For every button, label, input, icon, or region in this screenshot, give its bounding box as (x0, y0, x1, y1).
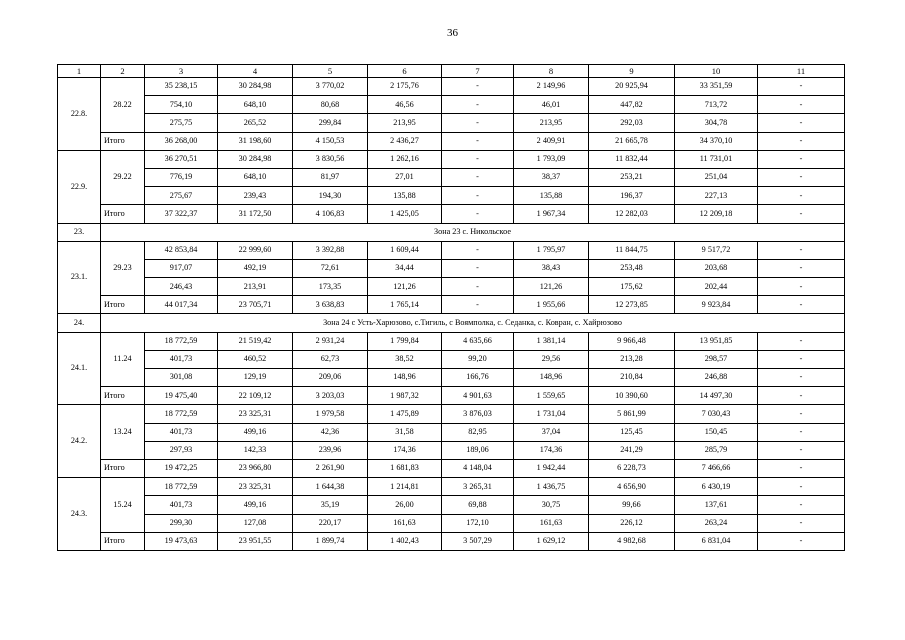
zone-row (58, 223, 845, 241)
total-cell: 31 172,50 (218, 205, 293, 223)
table-row (58, 78, 845, 96)
table-cell: 29,56 (514, 350, 589, 368)
total-cell: 7 466,66 (675, 459, 758, 477)
table-cell: 37,04 (514, 423, 589, 441)
table-cell: 1 475,89 (368, 405, 442, 423)
total-cell: 9 923,84 (675, 296, 758, 314)
table-cell: - (442, 150, 514, 168)
total-label: Итого (101, 532, 145, 550)
item-number: 24.1. (58, 332, 101, 405)
column-header: 9 (589, 65, 675, 78)
table-cell: 210,84 (589, 369, 675, 387)
table-row (58, 150, 845, 168)
total-cell: 6 831,04 (675, 532, 758, 550)
table-cell: 776,19 (145, 168, 218, 186)
total-cell: 21 665,78 (589, 132, 675, 150)
table-cell: 299,30 (145, 514, 218, 532)
table-cell: - (758, 150, 845, 168)
table-cell: 253,48 (589, 259, 675, 277)
table-cell: 301,08 (145, 369, 218, 387)
table-cell: - (758, 441, 845, 459)
total-cell: 23 705,71 (218, 296, 293, 314)
table-cell: - (442, 78, 514, 96)
item-code: 29.23 (101, 241, 145, 296)
table-cell: 46,56 (368, 96, 442, 114)
table-cell: 135,88 (368, 187, 442, 205)
table-cell: 30 284,98 (218, 78, 293, 96)
total-cell: 22 109,12 (218, 387, 293, 405)
table-cell: - (758, 332, 845, 350)
table-cell: 20 925,94 (589, 78, 675, 96)
total-cell: 10 390,60 (589, 387, 675, 405)
table-cell: 7 030,43 (675, 405, 758, 423)
table-cell: - (758, 187, 845, 205)
table-cell: 265,52 (218, 114, 293, 132)
table-cell: - (758, 114, 845, 132)
table-cell: 38,43 (514, 259, 589, 277)
column-header: 2 (101, 65, 145, 78)
table-cell: - (758, 241, 845, 259)
total-cell: 19 475,40 (145, 387, 218, 405)
table-cell: 1 262,16 (368, 150, 442, 168)
total-cell: - (758, 296, 845, 314)
total-cell: 1 402,43 (368, 532, 442, 550)
table-cell: 173,35 (293, 278, 368, 296)
table-cell: 148,96 (514, 369, 589, 387)
table-cell: - (758, 478, 845, 496)
total-label: Итого (101, 132, 145, 150)
table-cell: 36 270,51 (145, 150, 218, 168)
total-cell: 12 273,85 (589, 296, 675, 314)
table-cell: 121,26 (514, 278, 589, 296)
column-header: 1 (58, 65, 101, 78)
table-cell: 161,63 (514, 514, 589, 532)
table-cell: - (758, 259, 845, 277)
table-cell: 142,33 (218, 441, 293, 459)
table-cell: 9 517,72 (675, 241, 758, 259)
table-row (58, 514, 845, 532)
total-cell: 23 966,80 (218, 459, 293, 477)
column-header: 5 (293, 65, 368, 78)
table-cell: 3 830,56 (293, 150, 368, 168)
total-label: Итого (101, 387, 145, 405)
table-cell: 1 609,44 (368, 241, 442, 259)
column-header: 4 (218, 65, 293, 78)
table-cell: 3 392,88 (293, 241, 368, 259)
total-label: Итого (101, 459, 145, 477)
table-cell: 46,01 (514, 96, 589, 114)
table-row (58, 114, 845, 132)
table-cell: 82,95 (442, 423, 514, 441)
table-cell: - (442, 241, 514, 259)
total-cell: 1 681,83 (368, 459, 442, 477)
table-cell: 285,79 (675, 441, 758, 459)
table-cell: 246,88 (675, 369, 758, 387)
table-cell: 3 770,02 (293, 78, 368, 96)
total-cell: 1 559,65 (514, 387, 589, 405)
table-cell: 4 635,66 (442, 332, 514, 350)
total-cell: 34 370,10 (675, 132, 758, 150)
table-cell: 35,19 (293, 496, 368, 514)
total-cell: - (758, 205, 845, 223)
zone-number: 24. (58, 314, 101, 332)
table-row (58, 423, 845, 441)
total-row (58, 205, 845, 223)
total-cell: - (442, 132, 514, 150)
table-cell: 263,24 (675, 514, 758, 532)
table-cell: 1 799,84 (368, 332, 442, 350)
table-cell: - (758, 278, 845, 296)
table-cell: 174,36 (368, 441, 442, 459)
table-cell: 22 999,60 (218, 241, 293, 259)
table-cell: 304,78 (675, 114, 758, 132)
table-cell: 9 966,48 (589, 332, 675, 350)
table-cell: 4 656,90 (589, 478, 675, 496)
item-code: 28.22 (101, 78, 145, 133)
table-cell: 220,17 (293, 514, 368, 532)
table-cell: 137,61 (675, 496, 758, 514)
total-cell: 3 638,83 (293, 296, 368, 314)
table-cell: 275,67 (145, 187, 218, 205)
table-cell: 226,12 (589, 514, 675, 532)
table-cell: - (758, 496, 845, 514)
table-cell: 213,91 (218, 278, 293, 296)
total-cell: 1 765,14 (368, 296, 442, 314)
table-cell: 23 325,31 (218, 478, 293, 496)
table-row (58, 441, 845, 459)
total-label: Итого (101, 205, 145, 223)
total-row (58, 296, 845, 314)
table-cell: 80,68 (293, 96, 368, 114)
table-cell: - (758, 405, 845, 423)
table-cell: 447,82 (589, 96, 675, 114)
table-cell: 299,84 (293, 114, 368, 132)
total-cell: 12 209,18 (675, 205, 758, 223)
total-row (58, 132, 845, 150)
table-cell: 2 175,76 (368, 78, 442, 96)
total-cell: 4 982,68 (589, 532, 675, 550)
table-row (58, 405, 845, 423)
total-cell: - (758, 387, 845, 405)
table-cell: 35 238,15 (145, 78, 218, 96)
table-cell: - (758, 369, 845, 387)
table-cell: 298,57 (675, 350, 758, 368)
table-cell: - (758, 423, 845, 441)
table-cell: 30,75 (514, 496, 589, 514)
table-cell: 72,61 (293, 259, 368, 277)
total-cell: 4 106,83 (293, 205, 368, 223)
table-cell: 11 844,75 (589, 241, 675, 259)
item-code: 13.24 (101, 405, 145, 460)
total-cell: 37 322,37 (145, 205, 218, 223)
table-cell: 648,10 (218, 168, 293, 186)
table-cell: 251,04 (675, 168, 758, 186)
total-cell: 1 629,12 (514, 532, 589, 550)
total-cell: 12 282,03 (589, 205, 675, 223)
total-cell: - (758, 532, 845, 550)
total-cell: 1 967,34 (514, 205, 589, 223)
total-cell: 1 942,44 (514, 459, 589, 477)
table-cell: 401,73 (145, 496, 218, 514)
column-header: 8 (514, 65, 589, 78)
table-cell: - (442, 278, 514, 296)
total-row (58, 459, 845, 477)
table-cell: 2 149,96 (514, 78, 589, 96)
table-cell: 499,16 (218, 496, 293, 514)
table-cell: 917,07 (145, 259, 218, 277)
total-cell: 3 507,29 (442, 532, 514, 550)
table-cell: 21 519,42 (218, 332, 293, 350)
table-cell: 127,08 (218, 514, 293, 532)
table-row (58, 496, 845, 514)
table-cell: 175,62 (589, 278, 675, 296)
tariff-table (57, 64, 845, 551)
total-cell: 4 901,63 (442, 387, 514, 405)
table-cell: 42,36 (293, 423, 368, 441)
total-cell: 2 409,91 (514, 132, 589, 150)
table-row (58, 241, 845, 259)
table-cell: - (758, 514, 845, 532)
table-cell: - (442, 187, 514, 205)
table-cell: - (442, 114, 514, 132)
table-cell: 253,21 (589, 168, 675, 186)
table-cell: 6 430,19 (675, 478, 758, 496)
column-header: 10 (675, 65, 758, 78)
table-cell: 18 772,59 (145, 478, 218, 496)
table-cell: 492,19 (218, 259, 293, 277)
table-cell: 81,97 (293, 168, 368, 186)
table-cell: 11 731,01 (675, 150, 758, 168)
column-header: 7 (442, 65, 514, 78)
table-row (58, 478, 845, 496)
total-cell: 44 017,34 (145, 296, 218, 314)
table-cell: 174,36 (514, 441, 589, 459)
table-cell: 172,10 (442, 514, 514, 532)
table-cell: 125,45 (589, 423, 675, 441)
zone-number: 23. (58, 223, 101, 241)
total-cell: 19 473,63 (145, 532, 218, 550)
table-cell: 239,43 (218, 187, 293, 205)
total-cell: 2 261,90 (293, 459, 368, 477)
table-cell: 1 979,58 (293, 405, 368, 423)
table-cell: 1 644,38 (293, 478, 368, 496)
table-cell: 5 861,99 (589, 405, 675, 423)
table-row (58, 168, 845, 186)
table-cell: - (758, 78, 845, 96)
table-cell: 754,10 (145, 96, 218, 114)
table-cell: 33 351,59 (675, 78, 758, 96)
table-cell: 38,52 (368, 350, 442, 368)
table-cell: 297,93 (145, 441, 218, 459)
total-cell: 1 899,74 (293, 532, 368, 550)
table-cell: - (442, 96, 514, 114)
total-row (58, 532, 845, 550)
table-cell: 275,75 (145, 114, 218, 132)
table-cell: 292,03 (589, 114, 675, 132)
total-cell: 4 148,04 (442, 459, 514, 477)
table-cell: 1 793,09 (514, 150, 589, 168)
table-cell: 13 951,85 (675, 332, 758, 350)
column-header: 3 (145, 65, 218, 78)
table-cell: 194,30 (293, 187, 368, 205)
table-cell: 11 832,44 (589, 150, 675, 168)
table-cell: 1 436,75 (514, 478, 589, 496)
table-cell: 241,29 (589, 441, 675, 459)
item-number: 24.3. (58, 478, 101, 551)
table-cell: 150,45 (675, 423, 758, 441)
table-cell: 27,01 (368, 168, 442, 186)
table-cell: 239,96 (293, 441, 368, 459)
table-cell: 18 772,59 (145, 332, 218, 350)
total-row (58, 387, 845, 405)
table-cell: 42 853,84 (145, 241, 218, 259)
table-cell: 713,72 (675, 96, 758, 114)
total-cell: 19 472,25 (145, 459, 218, 477)
item-code: 15.24 (101, 478, 145, 533)
table-cell: 38,37 (514, 168, 589, 186)
table-cell: 161,63 (368, 514, 442, 532)
total-cell: 1 987,32 (368, 387, 442, 405)
total-cell: 31 198,60 (218, 132, 293, 150)
zone-title: Зона 23 с. Никольское (101, 223, 845, 241)
table-cell: 135,88 (514, 187, 589, 205)
table-cell: 166,76 (442, 369, 514, 387)
item-number: 22.8. (58, 78, 101, 151)
table-cell: 3 876,03 (442, 405, 514, 423)
table-cell: 1 795,97 (514, 241, 589, 259)
table-cell: 213,28 (589, 350, 675, 368)
table-row (58, 350, 845, 368)
total-cell: 2 436,27 (368, 132, 442, 150)
total-cell: 1 425,05 (368, 205, 442, 223)
table-cell: 460,52 (218, 350, 293, 368)
table-cell: 69,88 (442, 496, 514, 514)
table-cell: - (758, 96, 845, 114)
item-number: 22.9. (58, 150, 101, 223)
total-cell: 3 203,03 (293, 387, 368, 405)
table-cell: 18 772,59 (145, 405, 218, 423)
table-row (58, 332, 845, 350)
table-row (58, 369, 845, 387)
table-cell: 499,16 (218, 423, 293, 441)
table-cell: 246,43 (145, 278, 218, 296)
column-header: 11 (758, 65, 845, 78)
total-cell: 6 228,73 (589, 459, 675, 477)
header-row (58, 65, 845, 78)
table-cell: 196,37 (589, 187, 675, 205)
table-cell: - (442, 259, 514, 277)
total-cell: - (758, 459, 845, 477)
table-row (58, 259, 845, 277)
table-cell: 1 214,81 (368, 478, 442, 496)
total-cell: - (442, 205, 514, 223)
table-cell: 202,44 (675, 278, 758, 296)
item-number: 24.2. (58, 405, 101, 478)
table-cell: 34,44 (368, 259, 442, 277)
item-code: 11.24 (101, 332, 145, 387)
total-cell: 23 951,55 (218, 532, 293, 550)
table-cell: 99,66 (589, 496, 675, 514)
table-cell: 203,68 (675, 259, 758, 277)
table-cell: 401,73 (145, 423, 218, 441)
zone-row (58, 314, 845, 332)
table-cell: 2 931,24 (293, 332, 368, 350)
table-cell: 62,73 (293, 350, 368, 368)
page-number: 36 (447, 27, 458, 39)
table-cell: 1 381,14 (514, 332, 589, 350)
total-cell: 1 955,66 (514, 296, 589, 314)
total-cell: 14 497,30 (675, 387, 758, 405)
table-cell: - (442, 168, 514, 186)
table-cell: 227,13 (675, 187, 758, 205)
table-cell: 3 265,31 (442, 478, 514, 496)
table-cell: 1 731,04 (514, 405, 589, 423)
table-cell: 213,95 (368, 114, 442, 132)
table-row (58, 96, 845, 114)
item-number: 23.1. (58, 241, 101, 314)
total-cell: - (758, 132, 845, 150)
total-cell: 36 268,00 (145, 132, 218, 150)
table-cell: - (758, 168, 845, 186)
table-row (58, 187, 845, 205)
zone-title: Зона 24 с Усть-Харюзово, с.Тигиль, с Воямполка, с. Седанка, с. Ковран, с. Хайрюзово (101, 314, 845, 332)
table-cell: 401,73 (145, 350, 218, 368)
table-row (58, 278, 845, 296)
table-cell: 30 284,98 (218, 150, 293, 168)
table-cell: 23 325,31 (218, 405, 293, 423)
table-cell: 121,26 (368, 278, 442, 296)
table-cell: 148,96 (368, 369, 442, 387)
table-cell: 26,00 (368, 496, 442, 514)
total-cell: 4 150,53 (293, 132, 368, 150)
total-label: Итого (101, 296, 145, 314)
total-cell: - (442, 296, 514, 314)
column-header: 6 (368, 65, 442, 78)
table-cell: 129,19 (218, 369, 293, 387)
table-cell: 31,58 (368, 423, 442, 441)
table-cell: 648,10 (218, 96, 293, 114)
table-cell: 189,06 (442, 441, 514, 459)
table-cell: 213,95 (514, 114, 589, 132)
table-cell: 99,20 (442, 350, 514, 368)
table-cell: 209,06 (293, 369, 368, 387)
item-code: 29.22 (101, 150, 145, 205)
table-cell: - (758, 350, 845, 368)
